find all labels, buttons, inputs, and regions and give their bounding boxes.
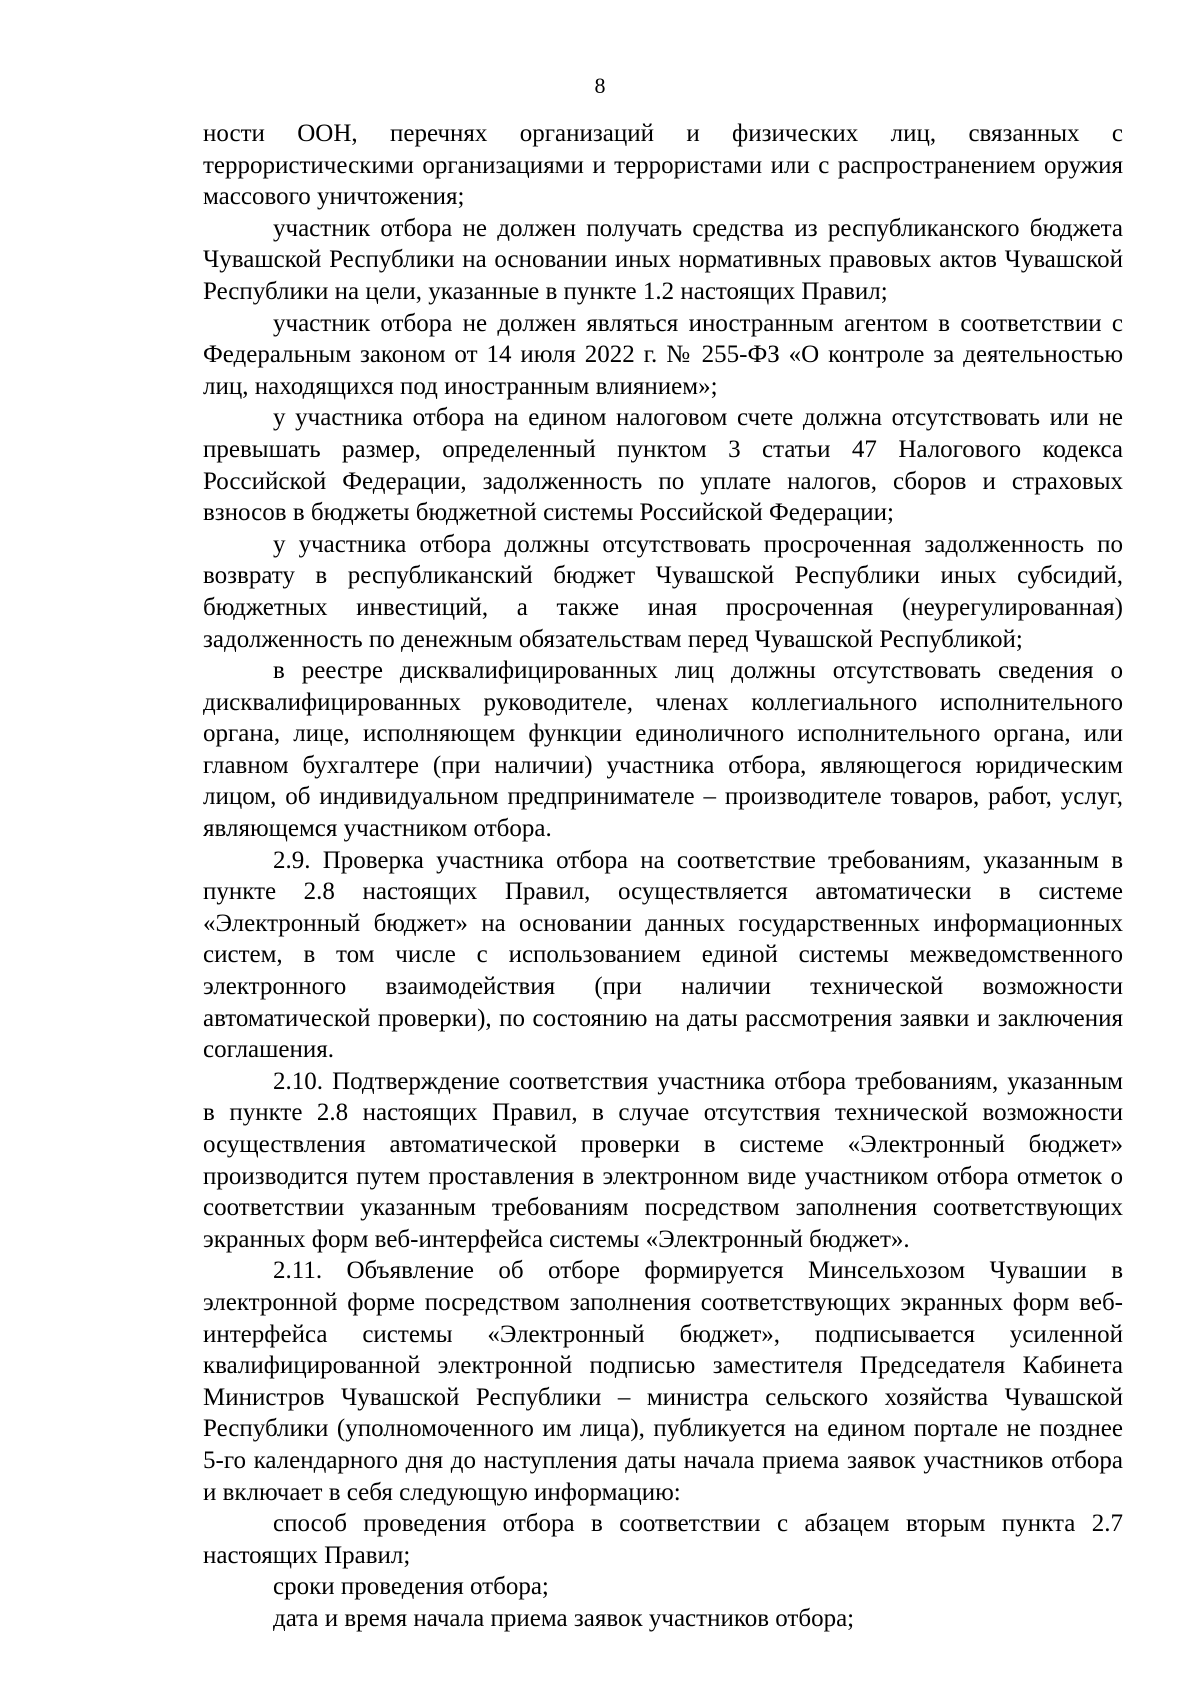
paragraph-start-date: дата и время начала приема заявок участников отбора; <box>273 1604 855 1632</box>
paragraph-budget-funds: участник отбора не должен получать средства из республиканского бюджета Чувашской Республики на основании иных нормативных правовых актов Чувашской Республики на цели, указанные в пункте 1.2 настоящих Правил; <box>203 214 1123 305</box>
page-number: 8 <box>594 73 606 98</box>
paragraph-selection-terms: сроки проведения отбора; <box>273 1573 549 1601</box>
document-body <box>203 118 1123 1635</box>
paragraph-selection-method: способ проведения отбора в соответствии с абзацем вторым пункта 2.7 настоящих Правил; <box>203 1510 1123 1569</box>
paragraph-tax-debt: у участника отбора на едином налоговом счете должна отсутствовать или не превышать размер, определенный пунктом 3 статьи 47 Налогового кодекса Российской Федерации, задолженность по уплате налогов, сборов и страховых взносов в бюджеты бюджетной системы Российской Федерации; <box>203 404 1123 527</box>
paragraph-2-11: 2.11. Объявление об отборе формируется Минсельхозом Чувашии в электронной форме посредством заполнения соответствующих экранных форм веб-интерфейса системы «Электронный бюджет», подписывается усиленной квалифицированной электронной подписью заместителя Председателя Кабинета Министров Чувашской Республики – министра сельского хозяйства Чувашской Республики (уполномоченного им лица), публикуется на едином портале не позднее 5-го календарного дня до наступления даты начала приема заявок участников отбора и включает в себя следующую информацию: <box>203 1257 1123 1506</box>
paragraph-continuation: ности ООН, перечнях организаций и физических лиц, связанных с террористическими организациями и террористами или с распространением оружия массового уничтожения; <box>203 120 1123 211</box>
paragraph-overdue-debt: у участника отбора должны отсутствовать просроченная задолженность по возврату в республиканский бюджет Чувашской Республики иных субсидий, бюджетных инвестиций, а также иная просроченная (неурегулированная) задолженность по денежным обязательствам перед Чувашской Республикой; <box>203 530 1123 653</box>
paragraph-2-9: 2.9. Проверка участника отбора на соответствие требованиям, указанным в пункте 2.8 настоящих Правил, осуществляется автоматически в системе «Электронный бюджет» на основании данных государственных информационных систем, в том числе с использованием единой системы межведомственного электронного взаимодействия (при наличии технической возможности автоматической проверки), по состоянию на даты рассмотрения заявки и заключения соглашения. <box>203 846 1123 1064</box>
paragraph-2-10: 2.10. Подтверждение соответствия участника отбора требованиям, указанным в пункте 2.8 настоящих Правил, в случае отсутствия технической возможности осуществления автоматической проверки в системе «Электронный бюджет» производится путем проставления в электронном виде участником отбора отметок о соответствии указанным требованиям посредством заполнения соответствующих экранных форм веб-интерфейса системы «Электронный бюджет». <box>203 1067 1123 1253</box>
paragraph-foreign-agent: участник отбора не должен являться иностранным агентом в соответствии с Федеральным законом от 14 июля 2022 г. № 255-ФЗ «О контроле за деятельностью лиц, находящихся под иностранным влиянием»; <box>203 309 1123 400</box>
paragraph-disqualified-registry: в реестре дисквалифицированных лиц должны отсутствовать сведения о дисквалифицированных руководителе, членах коллегиального исполнительного органа, лице, исполняющем функции единоличного исполнительного органа, или главном бухгалтере (при наличии) участника отбора, являющегося юридическим лицом, об индивидуальном предпринимателе – производителе товаров, работ, услуг, являющемся участником отбора. <box>203 657 1123 843</box>
